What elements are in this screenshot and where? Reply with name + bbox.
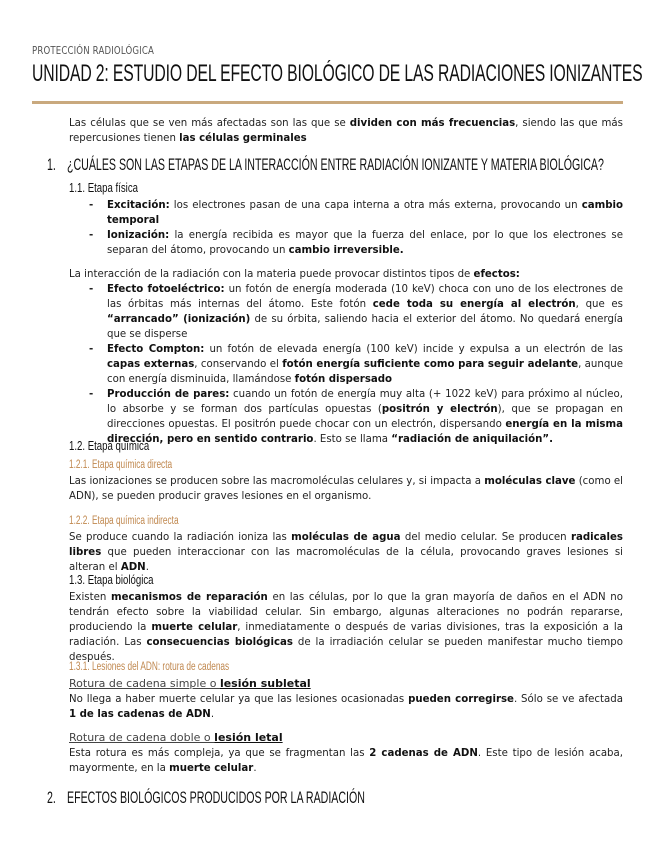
- subsection-1-3-heading: 1.3. Etapa biológica: [69, 572, 154, 587]
- section-2-title: EFECTOS BIOLÓGICOS PRODUCIDOS POR LA RADIACIÓN: [67, 788, 365, 807]
- unit-title: UNIDAD 2: ESTUDIO DEL EFECTO BIOLÓGICO DE LAS RADIACIONES IONIZANTES: [32, 60, 643, 87]
- effects-intro: La interacción de la radiación con la materia puede provocar distintos tipos de efectos:: [69, 269, 520, 280]
- section-2-number: 2.: [47, 788, 56, 807]
- subsection-1-2-heading: 1.2. Etapa química: [69, 438, 150, 453]
- list-item: - Efecto fotoeléctrico: un fotón de energía moderada (10 keV) choca con uno de los electrones de las órbitas más internas del átomo. Este fotón cede toda su energía al electrón, que es “arrancado” (ionización) de su órbita, saliendo hacia el exterior del átomo. No quedará energía que se disperse: [89, 284, 623, 340]
- double-break-heading: Rotura de cadena doble o lesión letal: [69, 731, 283, 744]
- list-item: - Ionización: la energía recibida es mayor que la fuerza del enlace, por lo que los electrones se separan del átomo, provocando un cambio irreversible.: [89, 230, 623, 256]
- etapa-quimica-directa-text: Las ionizaciones se producen sobre las macromoléculas celulares y, si impacta a moléculas clave (como el ADN), se pueden producir graves lesiones en el organismo.: [69, 476, 624, 502]
- section-1-title: ¿CUÁLES SON LAS ETAPAS DE LA INTERACCIÓN ENTRE RADIACIÓN IONIZANTE Y MATERIA BIOLÓGICA?: [67, 155, 604, 174]
- subsection-1-1-heading: 1.1. Etapa física: [69, 180, 138, 195]
- effects-list: [89, 282, 624, 447]
- subsection-1-2-2-heading: 1.2.2. Etapa química indirecta: [69, 515, 179, 527]
- etapa-quimica-indirecta-text: Se produce cuando la radiación ioniza las moléculas de agua del medio celular. Se producen radicales libres que pueden interaccionar con las macromoléculas de la célula, provocando graves lesiones si alteran el ADN.: [69, 532, 623, 573]
- etapa-biologica-text: Existen mecanismos de reparación en las células, por lo que la gran mayoría de daños en el ADN no tendrán efecto sobre la viabilidad celular. Sin embargo, algunas alteraciones no podrán repararse, produciendo la muerte celular, inmediatamente o después de varias divisiones, tras la exposición a la radiación. Las consecuencias biológicas de la irradiación celular se pueden manifestar mucho tiempo después.: [69, 592, 623, 663]
- section-1-number: 1.: [47, 155, 56, 174]
- subsection-1-2-1-heading: 1.2.1. Etapa química directa: [69, 459, 173, 471]
- etapa-fisica-list: [89, 198, 623, 258]
- double-break-text: Esta rotura es más compleja, ya que se fragmentan las 2 cadenas de ADN. Este tipo de lesión acaba, mayormente, en la muerte celular.: [69, 748, 624, 774]
- course-kicker: PROTECCIÓN RADIOLÓGICA: [32, 44, 155, 57]
- simple-break-heading: Rotura de cadena simple o lesión subletal: [69, 677, 311, 690]
- list-item: - Producción de pares: cuando un fotón de energía muy alta (+ 1022 keV) para próximo al núcleo, lo absorbe y se forman dos partículas opuestas (positrón y electrón), que se propagan en direcciones opuestas. El positrón puede chocar con un electrón, dispersando energía en la misma dirección, pero en sentido contrario. Esto se llama “radiación de aniquilación”.: [89, 389, 624, 445]
- list-item: - Excitación: los electrones pasan de una capa interna a otra más externa, provocando un cambio temporal: [89, 200, 623, 226]
- simple-break-text: No llega a haber muerte celular ya que las lesiones ocasionadas pueden corregirse. Sólo se ve afectada 1 de las cadenas de ADN.: [69, 694, 623, 720]
- intro-paragraph: Las células que se ven más afectadas son las que se dividen con más frecuencias, siendo las que más repercusiones tienen las células germinales: [69, 118, 623, 144]
- section-1-heading: [47, 155, 604, 175]
- list-item: - Efecto Compton: un fotón de elevada energía (100 keV) incide y expulsa a un electrón de las capas externas, conservando el fotón energía suficiente como para seguir adelante, aunque con energía disminuida, llamándose fotón dispersado: [89, 344, 624, 385]
- title-divider: [32, 101, 623, 104]
- section-2-heading: [47, 788, 365, 808]
- subsection-1-3-1-heading: 1.3.1. Lesiones del ADN: rotura de cadenas: [69, 661, 230, 673]
